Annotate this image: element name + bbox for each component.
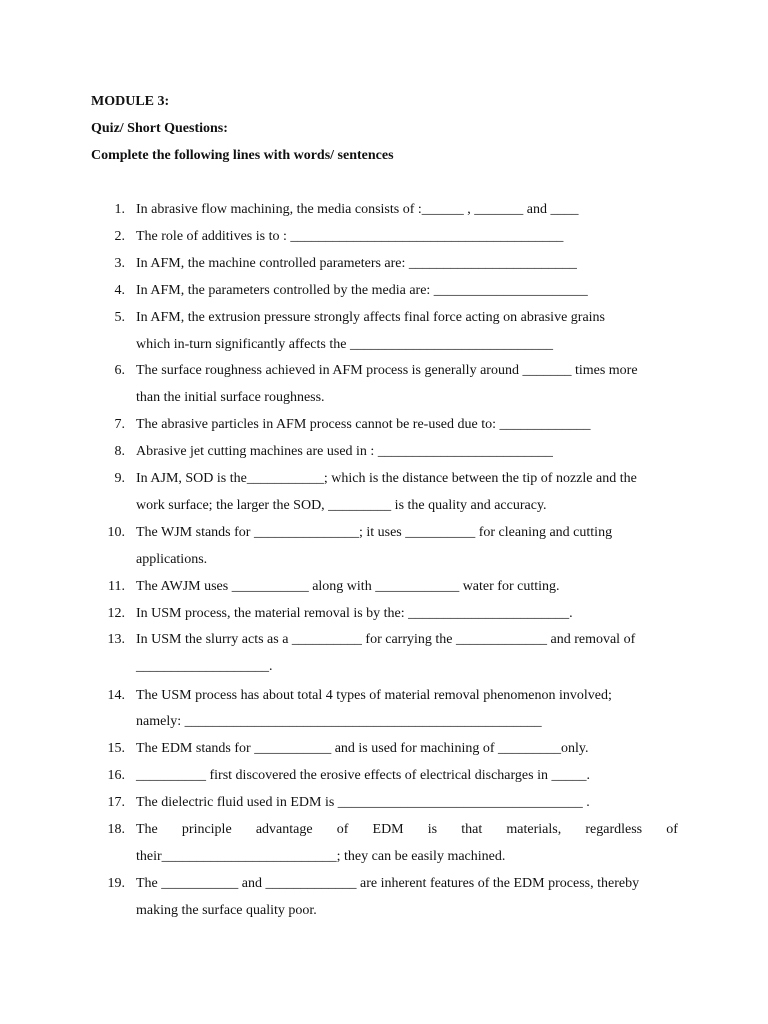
question-word: of [336,822,349,838]
question-word: The [136,822,158,838]
question-word: that [461,822,483,838]
question-number: 4. [114,282,125,298]
question-word: materials, [506,822,562,838]
question-number: 7. [114,417,125,433]
question-text-line: In USM the slurry acts as a __________ for carrying the _____________ and removal of [136,632,636,648]
question-text-line: work surface; the larger the SOD, _________ is the quality and accuracy. [136,497,547,513]
question-word: EDM [372,822,404,838]
question-text-line: Abrasive jet cutting machines are used in : _________________________ [136,444,553,460]
question-text-line: __________ first discovered the erosive effects of electrical discharges in _____. [136,768,590,784]
question-text-line: The role of additives is to : _______________________________________ [136,228,564,244]
question-text-line: In AFM, the machine controlled parameters are: ________________________ [136,255,577,271]
question-text-line: In AFM, the extrusion pressure strongly affects final force acting on abrasive grains [136,309,605,325]
question-text-line: The EDM stands for ___________ and is used for machining of _________only. [136,741,589,757]
question-number: 12. [107,605,125,621]
question-text-line: The ___________ and _____________ are inherent features of the EDM process, thereby [136,875,640,891]
question-text-line [136,821,678,839]
question-word: of [666,822,678,838]
question-number: 5. [114,309,125,325]
question-number: 10. [107,524,125,540]
section-heading: Quiz/ Short Questions: [91,121,228,136]
question-number: 1. [114,202,125,217]
question-number: 11. [108,578,125,594]
question-text-line: which in-turn significantly affects the _____________________________ [136,336,553,352]
question-number: 2. [114,228,125,244]
question-text-line: ___________________. [136,659,273,675]
question-text-line: The abrasive particles in AFM process cannot be re-used due to: _____________ [136,417,591,433]
question-text-line: The surface roughness achieved in AFM process is generally around _______ times more [136,363,638,379]
question-word: advantage [255,822,313,838]
question-text-line: The AWJM uses ___________ along with ____________ water for cutting. [136,578,560,594]
question-text-line: In AFM, the parameters controlled by the media are: ______________________ [136,282,588,298]
question-text-line: The WJM stands for _______________; it uses __________ for cleaning and cutting [136,524,613,540]
question-number: 13. [107,632,125,648]
question-text-line: their_________________________; they can be easily machined. [136,848,506,864]
question-text-line: than the initial surface roughness. [136,390,325,406]
question-number: 19. [107,875,125,891]
question-text-line: In USM process, the material removal is by the: _______________________. [136,605,573,621]
question-word: is [427,822,438,838]
question-number: 17. [107,795,125,811]
question-number: 8. [114,444,125,460]
question-text-line: The USM process has about total 4 types of material removal phenomenon involved; [136,687,612,703]
question-number: 3. [114,255,125,271]
question-number: 6. [114,363,125,379]
instruction-heading: Complete the following lines with words/ sentences [91,148,394,163]
question-text-line: namely: ___________________________________________________ [136,714,542,730]
question-number: 14. [107,687,125,703]
module-heading: MODULE 3: [91,94,170,109]
question-text-line: In AJM, SOD is the___________; which is the distance between the tip of nozzle and the [136,471,637,486]
question-word: principle [181,822,232,838]
question-text-line: The dielectric fluid used in EDM is ___________________________________ . [136,795,590,811]
question-number: 9. [114,471,125,486]
question-text-line: making the surface quality poor. [136,902,317,918]
question-word: regardless [585,822,643,838]
question-text-line: applications. [136,551,208,567]
question-number: 15. [107,741,125,757]
question-text-line: In abrasive flow machining, the media consists of :______ , _______ and ____ [136,202,579,217]
question-number: 18. [107,822,125,838]
question-number: 16. [107,768,125,784]
